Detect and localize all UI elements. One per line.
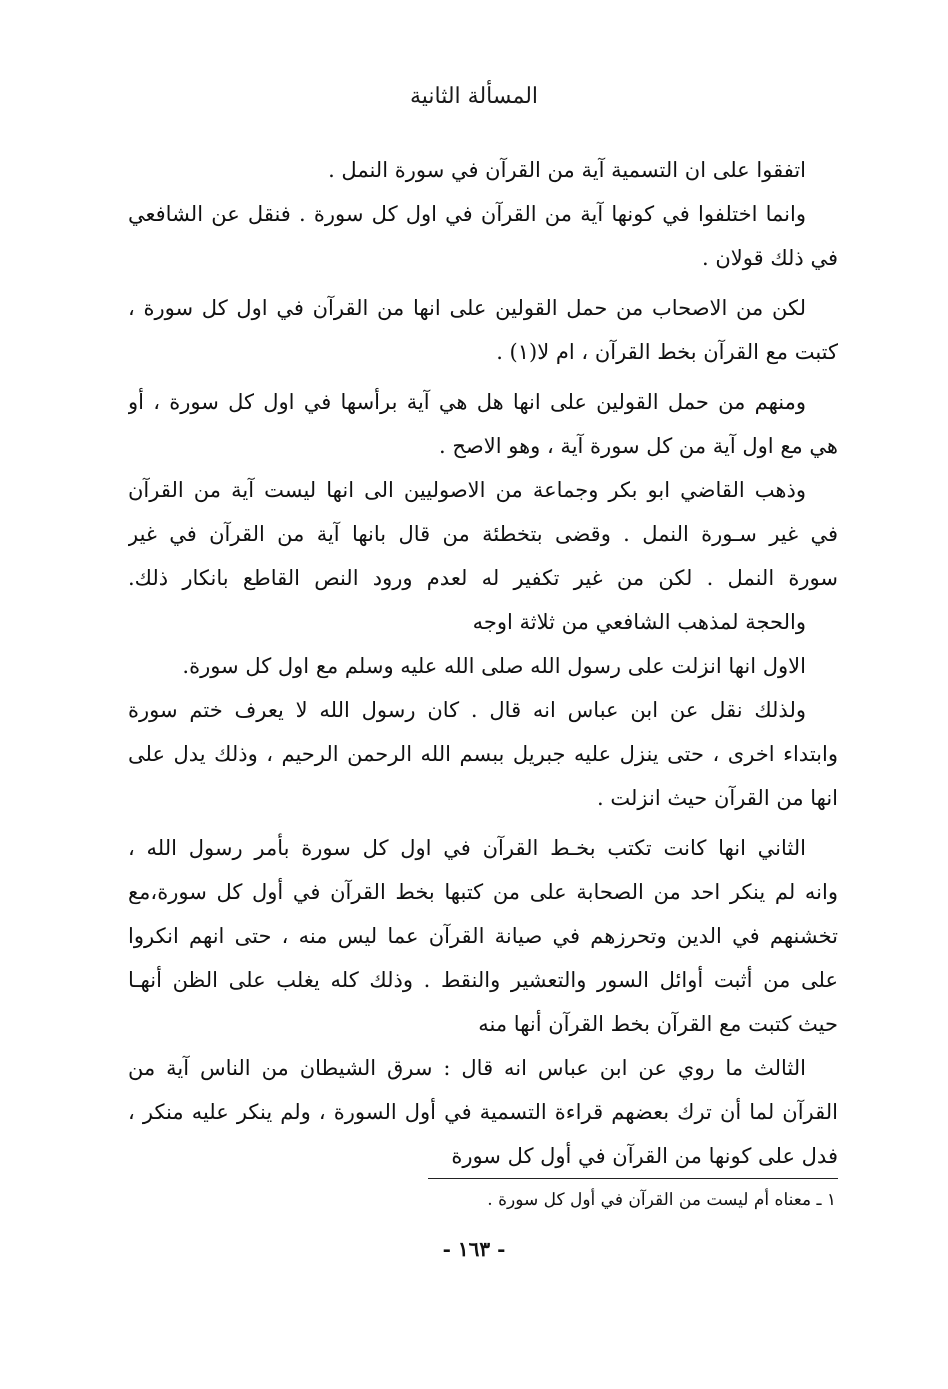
text-line: وانما اختلفوا في كونها آية من القرآن في اول كل سورة . فنقل عن الشافعي	[128, 202, 806, 226]
text-line: في غير سـورة النمل . وقضى بتخطئة من قال بانها آية من القرآن في غير	[128, 522, 838, 546]
text-line: اتفقوا على ان التسمية آية من القرآن في سورة النمل .	[328, 158, 806, 182]
text-line: سورة النمل . لكن من غير تكفير له لعدم ورود النص القاطع بانكار ذلك.	[128, 566, 838, 590]
text-line: على من أثبت أوائل السور والتعشير والنقط . وذلك كله يغلب على الظن أنهـا	[128, 968, 838, 992]
text-line: وانه لم ينكر احد من الصحابة على من كتبها بخط القرآن في أول كل سورة،مع	[128, 880, 838, 904]
footnote-divider	[428, 1178, 838, 1179]
text-line: انها من القرآن حيث انزلت .	[597, 786, 838, 810]
text-line: والحجة لمذهب الشافعي من ثلاثة اوجه	[472, 610, 806, 634]
text-line: الاول انها انزلت على رسول الله صلى الله عليه وسلم مع اول كل سورة.	[182, 654, 806, 678]
text-line: فدل على كونها من القرآن في أول كل سورة	[451, 1144, 838, 1168]
text-line: في ذلك قولان .	[702, 246, 838, 270]
text-line: لكن من الاصحاب من حمل القولين على انها من القرآن في اول كل سورة ،	[128, 296, 806, 320]
body-text	[128, 148, 838, 1178]
text-line: الثاني انها كانت تكتب بخـط القرآن في اول كل سورة بأمر رسول الله ،	[128, 836, 806, 860]
text-line: وذهب القاضي ابو بكر وجماعة من الاصوليين الى انها ليست آية من القرآن	[128, 478, 806, 502]
text-line: ومنهم من حمل القولين على انها هل هي آية برأسها في اول كل سورة ، أو	[128, 390, 806, 414]
text-line: كتبت مع القرآن بخط القرآن ، ام لا(١) .	[496, 340, 838, 364]
text-line: حيث كتبت مع القرآن بخط القرآن أنها منه	[478, 1012, 838, 1036]
text-line: هي مع اول آية من كل سورة آية ، وهو الاصح .	[439, 434, 838, 458]
text-line: وابتداء اخرى ، حتى ينزل عليه جبريل ببسم الله الرحمن الرحيم ، وذلك يدل على	[128, 742, 838, 766]
text-line: الثالث ما روي عن ابن عباس انه قال : سرق الشيطان من الناس آية من	[128, 1056, 806, 1080]
text-line: القرآن لما أن ترك بعضهم قراءة التسمية في أول السورة ، ولم ينكر عليه منكر ،	[128, 1100, 838, 1124]
footnote: ١ ـ معناه أم ليست من القرآن في أول كل سورة .	[487, 1190, 836, 1210]
page-number: - ١٦٣ -	[442, 1237, 506, 1261]
running-head-title: المسألة الثانية	[409, 84, 539, 109]
text-line: تخشنهم في الدين وتحرزهم في صيانة القرآن عما ليس منه ، حتى انهم انكروا	[128, 924, 838, 948]
text-line: ولذلك نقل عن ابن عباس انه قال . كان رسول الله لا يعرف ختم سورة	[128, 698, 806, 722]
